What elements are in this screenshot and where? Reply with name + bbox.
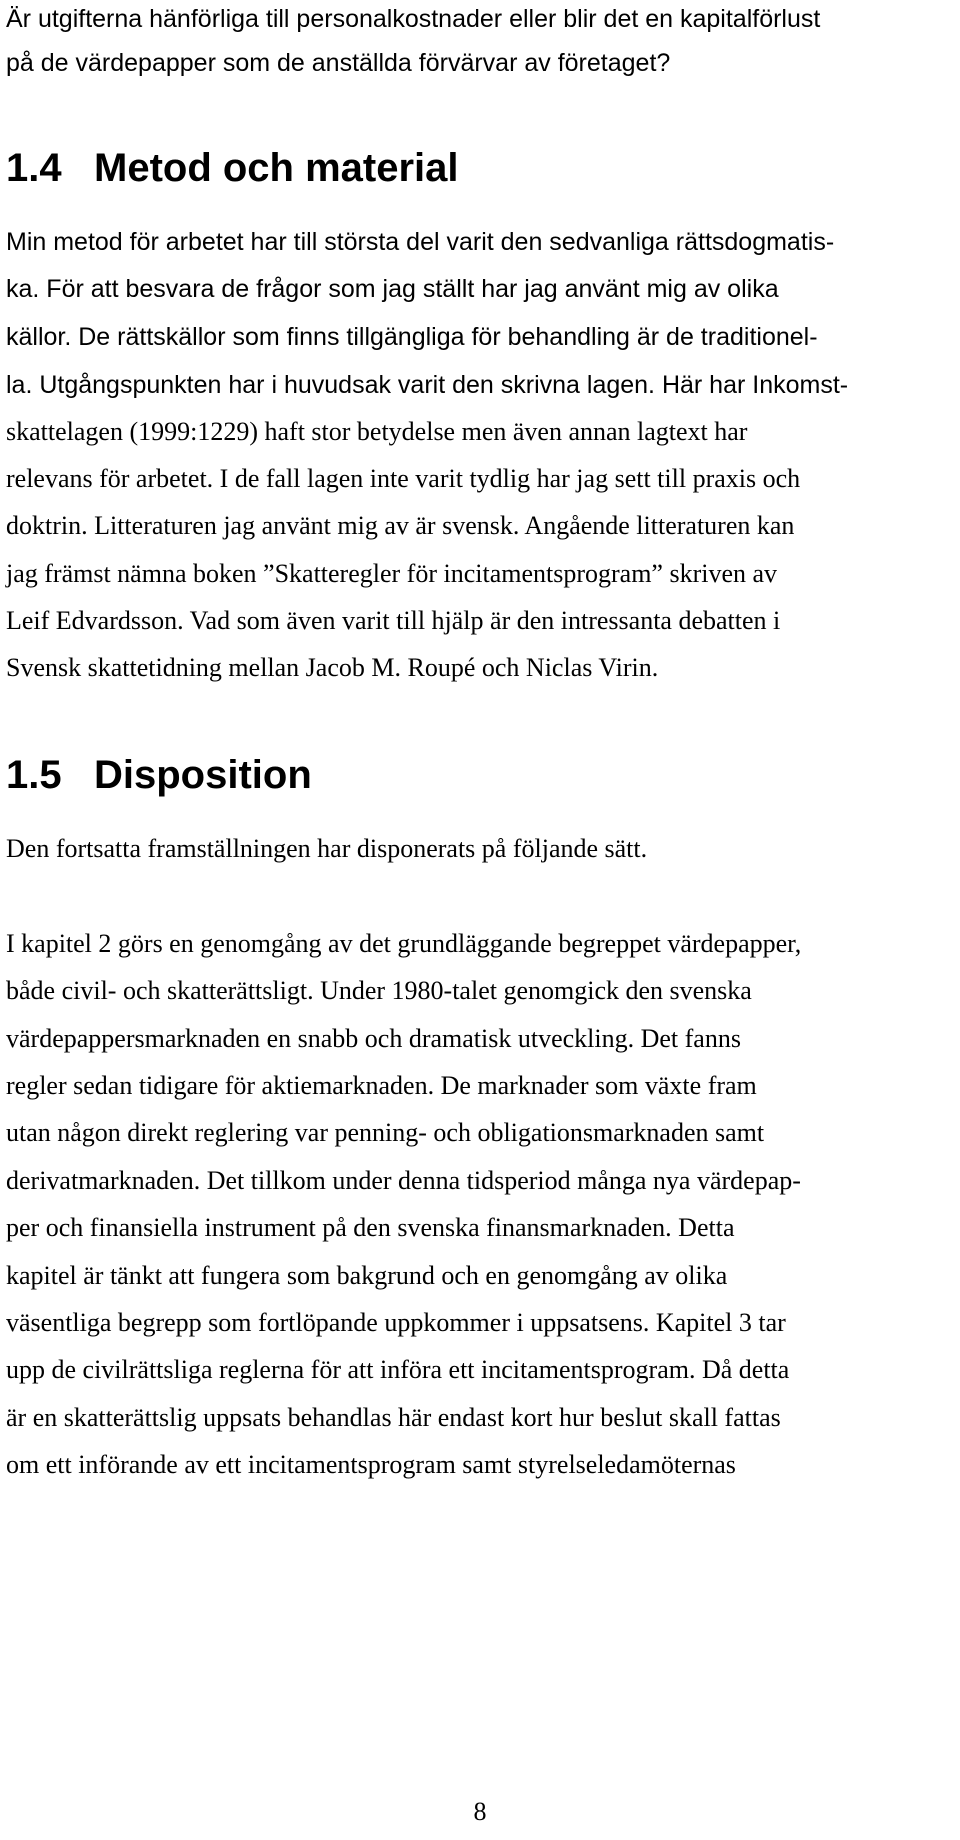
paragraph-line: Min metod för arbetet har till största del varit den sedvanliga rättsdogmatis- [6, 228, 835, 256]
intro-line: Är utgifterna hänförliga till personalkostnader eller blir det en kapitalförlust [6, 5, 821, 33]
paragraph-line: är en skatterättslig uppsats behandlas här endast kort hur beslut skall fattas [6, 1403, 781, 1432]
section-number: 1.4 [6, 146, 62, 190]
section-title: Disposition [94, 753, 312, 797]
section-heading-1-5 [6, 752, 312, 798]
paragraph-line: relevans för arbetet. I de fall lagen inte varit tydlig har jag sett till praxis och [6, 464, 801, 493]
section-title: Metod och material [94, 146, 459, 190]
paragraph-line: per och finansiella instrument på den svenska finansmarknaden. Detta [6, 1213, 735, 1242]
section-heading-1-4 [6, 145, 459, 191]
paragraph-line: I kapitel 2 görs en genomgång av det grundläggande begreppet värdepapper, [6, 929, 802, 958]
page-number: 8 [473, 1797, 487, 1826]
paragraph-line: om ett införande av ett incitamentsprogram samt styrelseledamöternas [6, 1450, 736, 1479]
section-number: 1.5 [6, 753, 62, 797]
paragraph-line: regler sedan tidigare för aktiemarknaden. De marknader som växte fram [6, 1071, 757, 1100]
paragraph-line: värdepappersmarknaden en snabb och dramatisk utveckling. Det fanns [6, 1024, 741, 1053]
paragraph-line: Den fortsatta framställningen har disponerats på följande sätt. [6, 834, 648, 863]
paragraph-line: väsentliga begrepp som fortlöpande uppkommer i uppsatsens. Kapitel 3 tar [6, 1308, 786, 1337]
paragraph-line: kapitel är tänkt att fungera som bakgrund och en genomgång av olika [6, 1261, 728, 1290]
paragraph-line: utan någon direkt reglering var penning- och obligationsmarknaden samt [6, 1118, 765, 1147]
paragraph-line: upp de civilrättsliga reglerna för att införa ett incitamentsprogram. Då detta [6, 1355, 790, 1384]
paragraph-line: doktrin. Litteraturen jag använt mig av är svensk. Angående litteraturen kan [6, 511, 795, 540]
paragraph-line: Leif Edvardsson. Vad som även varit till hjälp är den intressanta debatten i [6, 606, 781, 635]
paragraph-line: derivatmarknaden. Det tillkom under denna tidsperiod många nya värdepap- [6, 1166, 801, 1195]
paragraph-line: både civil- och skatterättsligt. Under 1980-talet genomgick den svenska [6, 976, 752, 1005]
paragraph-line: la. Utgångspunkten har i huvudsak varit den skrivna lagen. Här har Inkomst- [6, 371, 849, 399]
paragraph-line: ka. För att besvara de frågor som jag ställt har jag använt mig av olika [6, 275, 779, 303]
paragraph-line: jag främst nämna boken ”Skatteregler för incitamentsprogram” skriven av [6, 559, 778, 588]
intro-line: på de värdepapper som de anställda förvärvar av företaget? [6, 49, 671, 77]
paragraph-line: källor. De rättskällor som finns tillgängliga för behandling är de traditionel- [6, 323, 818, 351]
paragraph-line: skattelagen (1999:1229) haft stor betydelse men även annan lagtext har [6, 417, 748, 446]
paragraph-line: Svensk skattetidning mellan Jacob M. Roupé och Niclas Virin. [6, 653, 659, 682]
